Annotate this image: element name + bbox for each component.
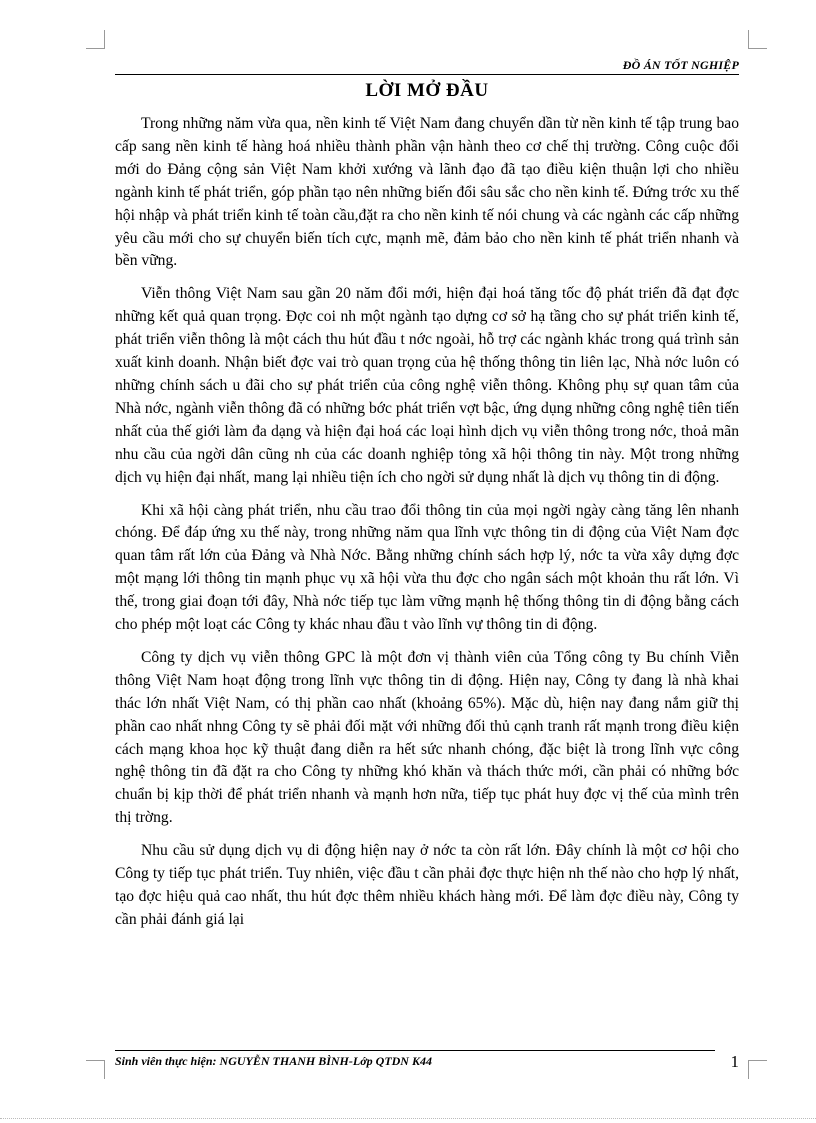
paragraph: Nhu cầu sử dụng dịch vụ di động hiện nay ở nớc ta còn rất lớn. Đây chính là một cơ hội cho Công ty tiếp tục phát triển. Tuy nhiên, việc đầu t cần phải đợc thực hiện nh thế nào cho hợp lý nhất, tạo đợc hiệu quả cao nhất, thu hút đợc thêm nhiều khách hàng mới. Để làm đợc điều này, Công ty cần phải đánh giá lại xyxy=(115,842,739,928)
crop-mark-top-right xyxy=(748,30,767,49)
footer-author: Sinh viên thực hiện: NGUYỄN THANH BÌNH-Lớp QTDN K44 xyxy=(115,1054,432,1068)
bottom-divider xyxy=(0,1118,816,1119)
paragraph: Công ty dịch vụ viễn thông GPC là một đơn vị thành viên của Tổng công ty Bu chính Viễn thông Việt Nam hoạt động trong lĩnh vực thông tin di động. Hiện nay, Công ty đang là nhà khai thác lớn nhất Việt Nam, có thị phần cao nhất (khoảng 65%). Mặc dù, hiện nay đang nắm giữ thị phần cao nhất nhng Công ty sẽ phải đối mặt với những đối thủ cạnh tranh rất mạnh trong điều kiện cách mạng khoa học kỹ thuật đang diễn ra hết sức nhanh chóng, đặc biệt là trong lĩnh vực công nghệ thông tin đã đặt ra cho Công ty những khó khăn và thách thức mới, cần phải có những bớc chuẩn bị kịp thời để phát triển nhanh và mạnh hơn nữa, tiếp tục phát huy đợc vị thế của mình trên thị trờng. xyxy=(115,648,739,827)
page-number: 1 xyxy=(730,1052,739,1071)
crop-mark-bottom-left xyxy=(86,1060,105,1079)
crop-mark-top-left xyxy=(86,30,105,49)
paragraph: Khi xã hội càng phát triển, nhu cầu trao đổi thông tin của mọi ngời ngày càng tăng lên nhanh chóng. Để đáp ứng xu thế này, trong những năm qua lĩnh vực thông tin di động của Việt Nam đợc quan tâm rất lớn của Đảng và Nhà Nớc. Bằng những chính sách hợp lý, nớc ta vừa xây dựng đợc một mạng lới thông tin mạnh phục vụ xã hội vừa thu đợc cho ngân sách một khoản thu rất lớn. Vì thế, trong giai đoạn tới đây, Nhà nớc tiếp tục làm vững mạnh hệ thống thông tin di động bằng cách cho phép một loạt các Công ty khác nhau đầu t vào lĩnh vự thông tin di động. xyxy=(115,501,739,634)
page-footer xyxy=(115,1050,739,1076)
header-title: ĐỒ ÁN TỐT NGHIỆP xyxy=(622,58,739,72)
footer-divider xyxy=(115,1050,715,1051)
paragraph: Trong những năm vừa qua, nền kinh tế Việt Nam đang chuyển dần từ nền kinh tế tập trung bao cấp sang nền kinh tế hàng hoá nhiều thành phần vận hành theo cơ chế thị trường. Công cuộc đổi mới do Đảng cộng sản Việt Nam khởi xướng và lãnh đạo đã tạo điều kiện thuận lợi cho nhiều ngành kinh tế phát triển, góp phần tạo nên những biến đổi sâu sắc cho nền kinh tế. Đứng trớc xu thế hội nhập và phát triển kinh tế toàn cầu,đặt ra cho nền kinh tế nói chung và các ngành các cấp những yêu cầu mới cho sự chuyển biến tích cực, mạnh mẽ, đảm bảo cho nền kinh tế phát triển nhanh và bền vững. xyxy=(115,115,739,270)
body-content xyxy=(115,113,739,942)
page-header xyxy=(115,56,739,75)
page-title: LỜI MỞ ĐẦU xyxy=(365,80,489,101)
crop-mark-bottom-right xyxy=(748,1060,767,1079)
paragraph: Viễn thông Việt Nam sau gần 20 năm đổi mới, hiện đại hoá tăng tốc độ phát triển đã đạt đợc những kết quả quan trọng. Đợc coi nh một ngành tạo dựng cơ sở hạ tầng cho sự phát triển kinh tế, phát triển viễn thông là một cách thu hút đầu t nớc ngoài, hỗ trợ các ngành khác trong quá trình sản xuất kinh doanh. Nhận biết đợc vai trò quan trọng của hệ thống thông tin liên lạc, Nhà nớc luôn có những chính sách u đãi cho sự phát triển của công nghệ viễn thông. Không phụ sự quan tâm của Nhà nớc, ngành viễn thông đã có những bớc phát triển vợt bậc, ứng dụng những công nghệ tiên tiến nhất của thế giới làm đa dạng và hiện đại hoá các loại hình dịch vụ viễn thông trong nớc, thoả mãn nhu cầu của ngời dân cũng nh của các doanh nghiệp tỏng xã hội thông tin này. Một trong những dịch vụ hiện đại nhất, mang lại nhiều tiện ích cho ngời sử dụng nhất là dịch vụ thông tin di động. xyxy=(115,285,739,486)
